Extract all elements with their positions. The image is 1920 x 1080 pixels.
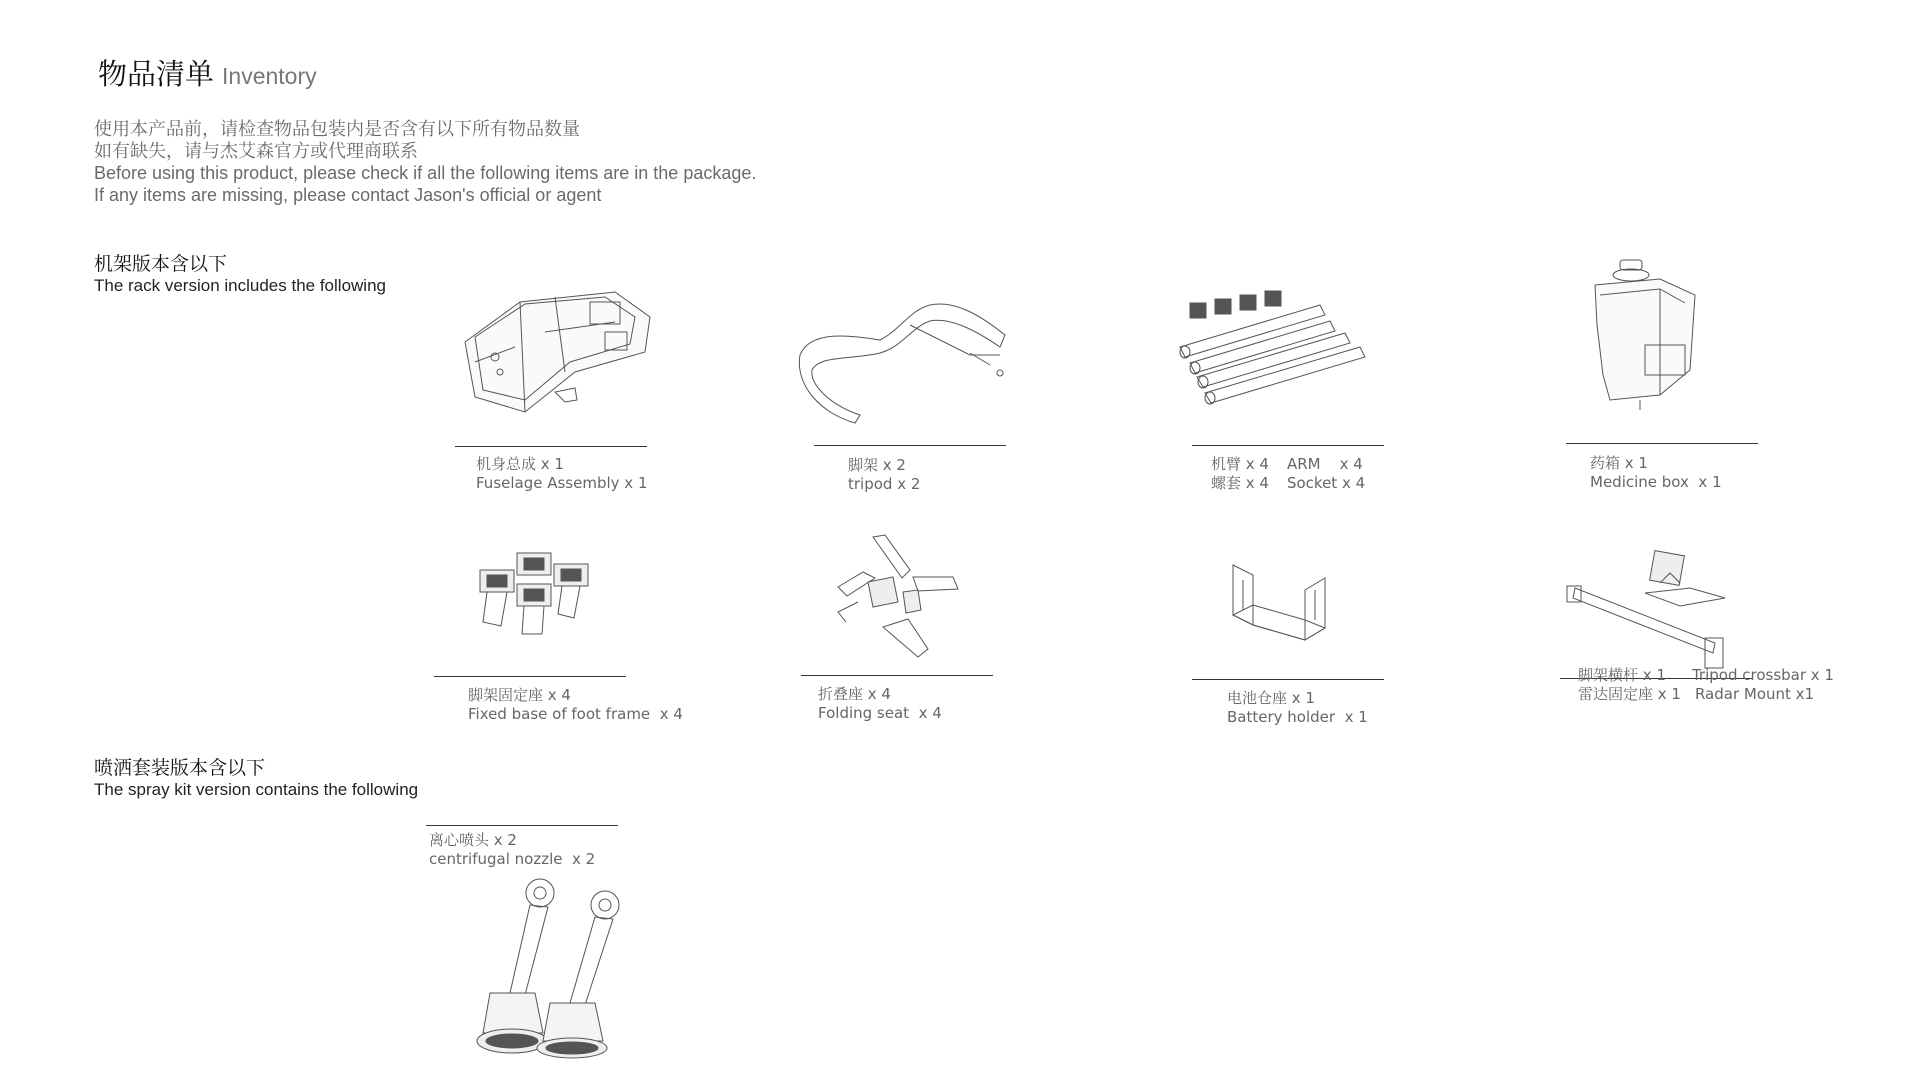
rack-section-title-cn: 机架版本含以下: [94, 253, 228, 275]
fixed-base-label-cn: 脚架固定座 x 4: [468, 686, 571, 704]
fixed-base-illustration: [472, 548, 622, 640]
tripod-label-en: tripod x 2: [848, 475, 921, 493]
fuselage-label-cn: 机身总成 x 1: [476, 455, 564, 473]
crossbar-label-cn-2: 雷达固定座 x 1: [1578, 685, 1681, 703]
medicine-box-rule: [1566, 443, 1758, 444]
tripod-illustration: [790, 285, 1010, 425]
spray-section-title-en: The spray kit version contains the following: [94, 780, 419, 799]
crossbar-label: [1578, 666, 1834, 704]
battery-holder-label: [1227, 689, 1368, 727]
nozzle-label: [429, 831, 595, 869]
page-title: [98, 52, 317, 93]
intro-line-4: If any items are missing, please contact Jason's official or agent: [94, 185, 602, 205]
battery-holder-rule: [1192, 679, 1384, 680]
arm-label: [1211, 455, 1365, 493]
intro-line-2: 如有缺失，请与杰艾森官方或代理商联系: [94, 141, 418, 161]
medicine-box-illustration: [1585, 255, 1705, 415]
crossbar-label-cn-1: 脚架横杆 x 1: [1578, 666, 1666, 684]
fuselage-label-en: Fuselage Assembly x 1: [476, 474, 648, 492]
arm-label-row-1: [1211, 455, 1365, 474]
crossbar-label-en-1: Tripod crossbar x 1: [1691, 666, 1834, 684]
nozzle-label-cn: 离心喷头 x 2: [429, 831, 517, 849]
tripod-label-cn: 脚架 x 2: [848, 456, 906, 474]
medicine-box-label-cn: 药箱 x 1: [1590, 454, 1648, 472]
medicine-box-label: [1590, 454, 1722, 492]
page-title-cn: 物品清单: [98, 57, 215, 91]
arm-label-en-1: ARM x 4: [1286, 455, 1363, 473]
arm-label-en-2: Socket x 4: [1286, 474, 1366, 492]
crossbar-label-row-2: [1578, 685, 1834, 704]
nozzle-rule: [426, 825, 618, 826]
arm-label-cn-2: 螺套 x 4: [1211, 474, 1269, 492]
rack-section-heading: [94, 253, 386, 297]
medicine-box-label-en: Medicine box x 1: [1590, 473, 1722, 491]
fuselage-label: [476, 455, 648, 493]
spray-section-heading: [94, 757, 418, 801]
folding-seat-illustration: [828, 532, 968, 662]
folding-seat-label: [818, 685, 942, 723]
arm-rule: [1192, 445, 1384, 446]
crossbar-illustration: [1565, 548, 1740, 670]
page-title-en: Inventory: [222, 63, 317, 89]
tripod-rule: [814, 445, 1006, 446]
battery-holder-label-cn: 电池仓座 x 1: [1227, 689, 1315, 707]
arm-illustration: [1175, 285, 1385, 410]
fixed-base-rule: [434, 676, 626, 677]
crossbar-label-row-1: [1578, 666, 1834, 685]
battery-holder-illustration: [1225, 560, 1335, 655]
fuselage-rule: [455, 446, 647, 447]
arm-label-cn-1: 机臂 x 4: [1211, 455, 1269, 473]
crossbar-label-en-2: Radar Mount x1: [1694, 685, 1815, 703]
folding-seat-label-en: Folding seat x 4: [818, 704, 942, 722]
spray-section-title-cn: 喷洒套装版本含以下: [94, 757, 266, 779]
tripod-label: [848, 456, 920, 494]
fuselage-illustration: [455, 262, 655, 422]
folding-seat-rule: [801, 675, 993, 676]
folding-seat-label-cn: 折叠座 x 4: [818, 685, 891, 703]
intro-line-3: Before using this product, please check if all the following items are in the package.: [94, 163, 757, 183]
intro-text: [94, 118, 756, 206]
intro-line-1: 使用本产品前，请检查物品包装内是否含有以下所有物品数量: [94, 119, 580, 139]
rack-section-title-en: The rack version includes the following: [94, 276, 386, 295]
nozzle-label-en: centrifugal nozzle x 2: [429, 850, 596, 868]
arm-label-row-2: [1211, 474, 1365, 493]
fixed-base-label-en: Fixed base of foot frame x 4: [468, 705, 683, 723]
fixed-base-label: [468, 686, 683, 724]
battery-holder-label-en: Battery holder x 1: [1227, 708, 1368, 726]
nozzle-illustration: [470, 873, 655, 1058]
